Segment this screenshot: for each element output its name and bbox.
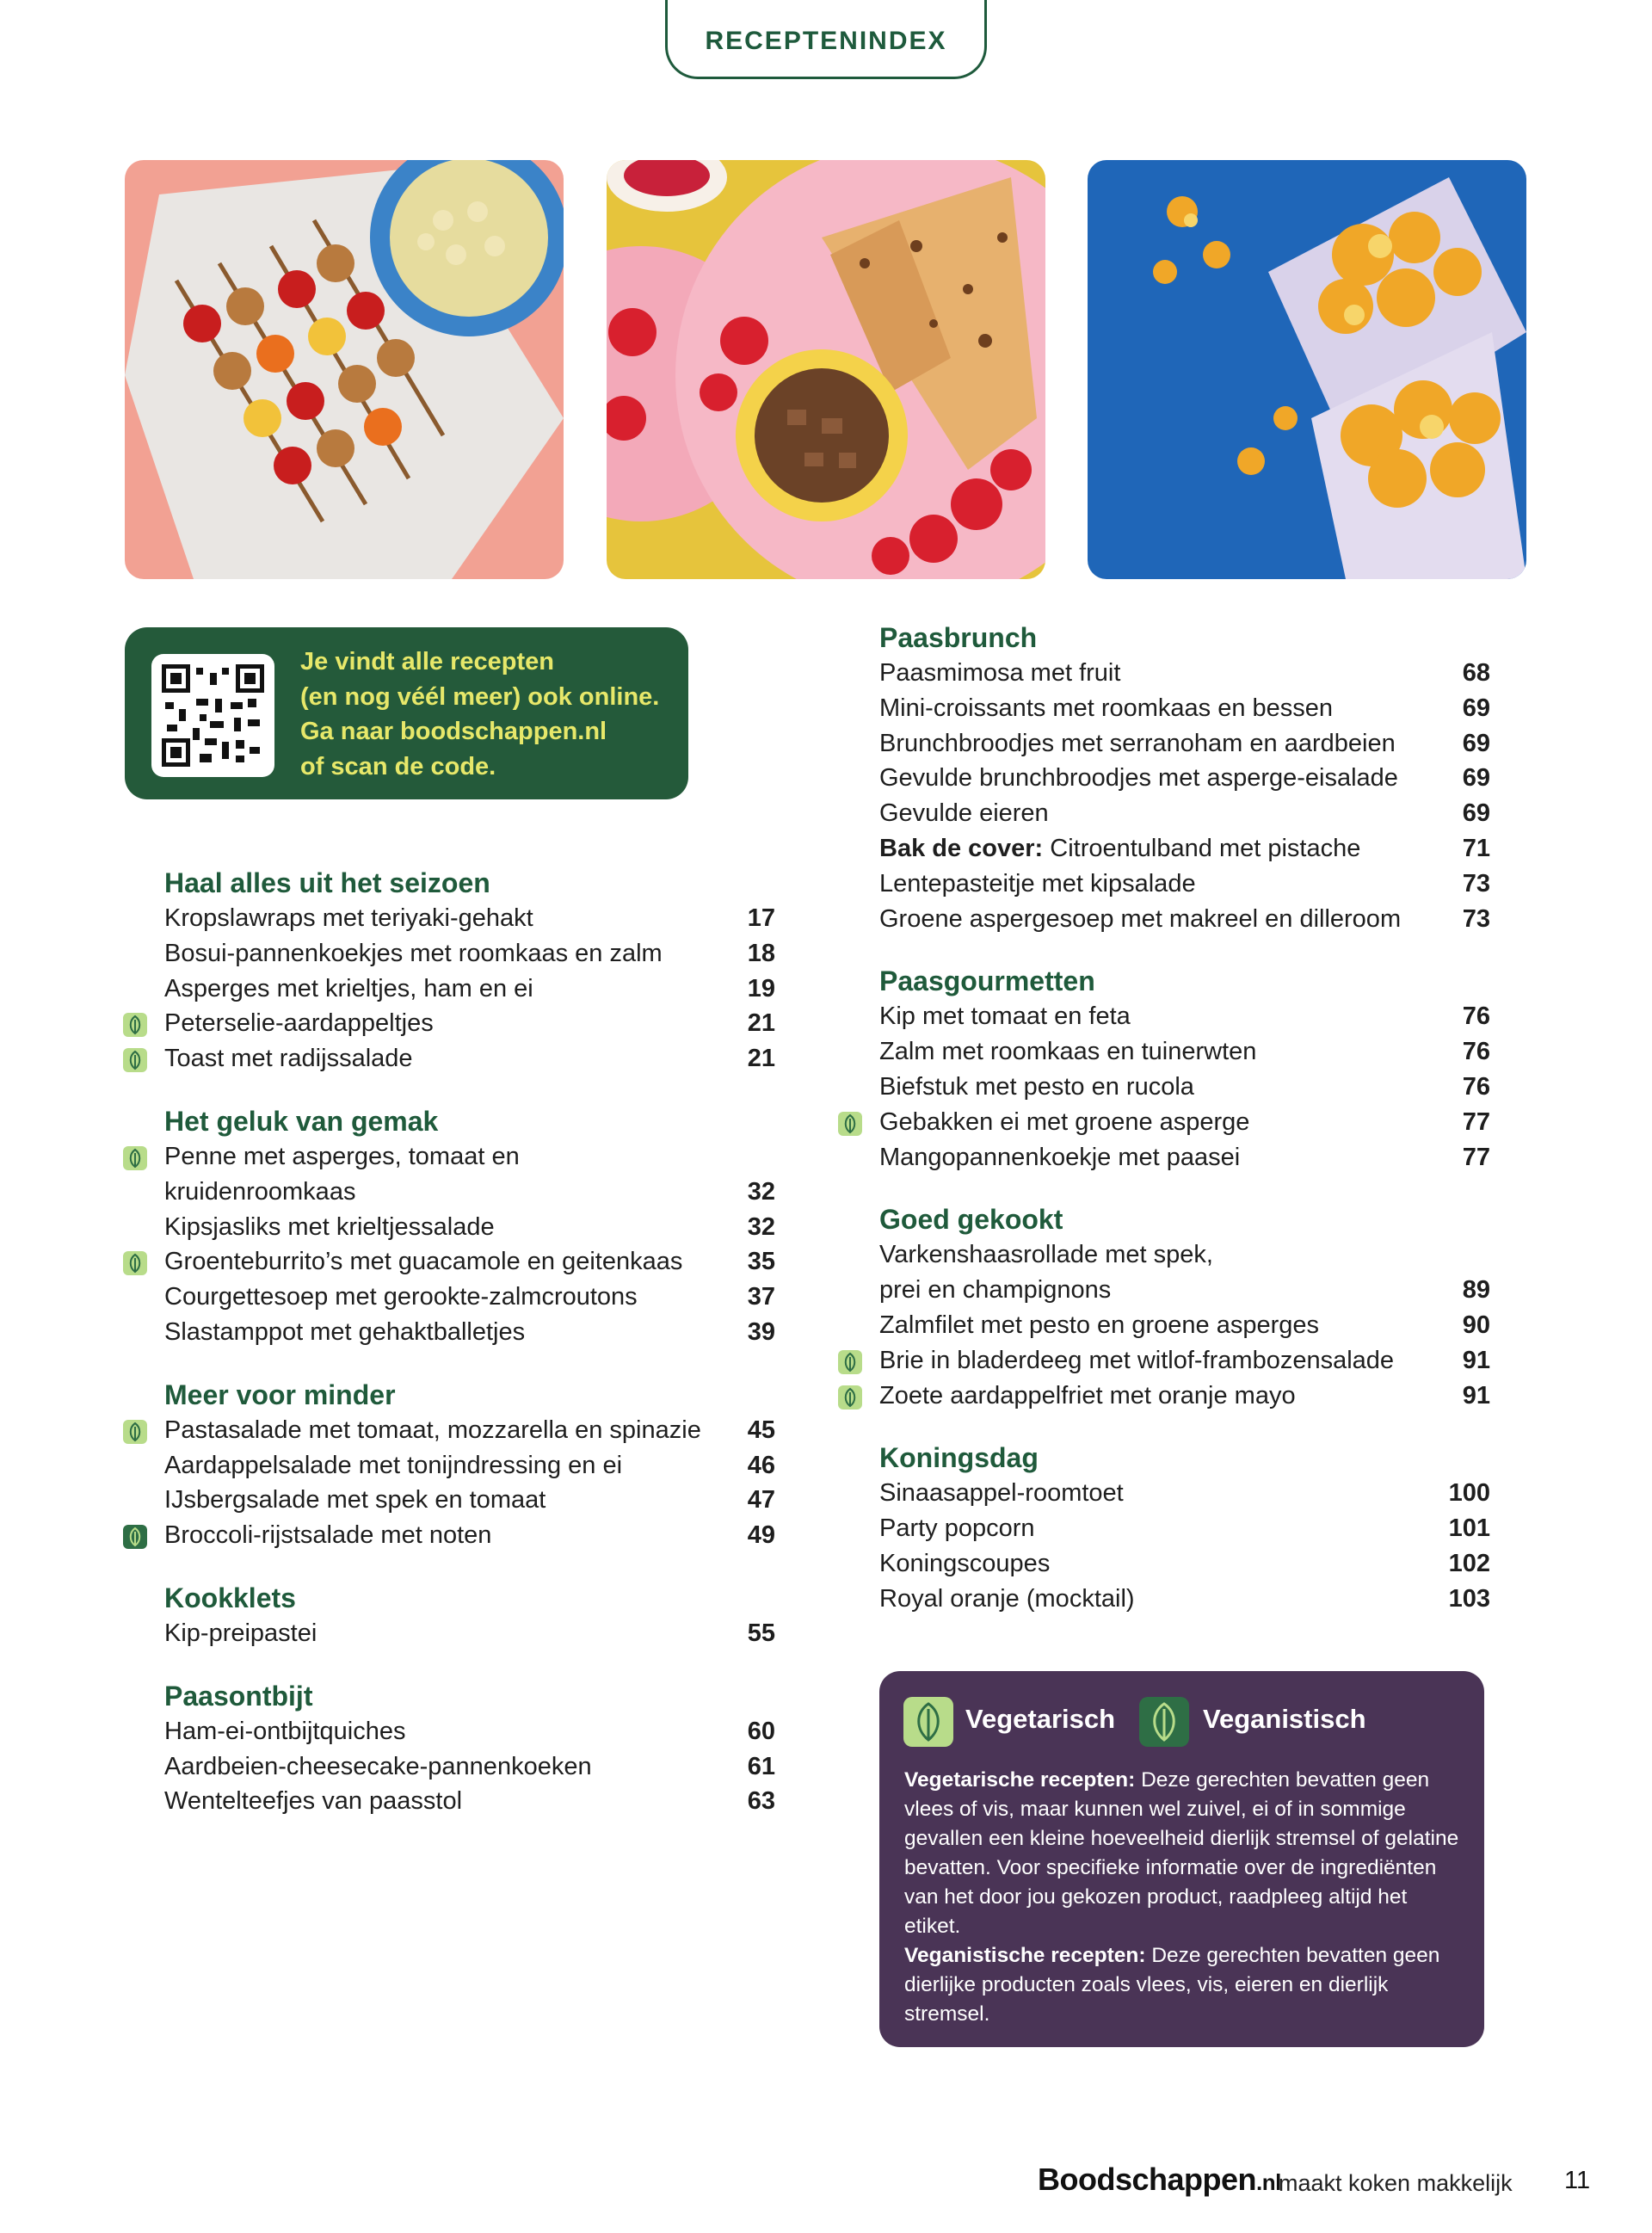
recipe-row[interactable] <box>879 902 1490 937</box>
recipe-row[interactable] <box>164 1139 775 1175</box>
recipe-name: Bosui-pannenkoekjes met roomkaas en zalm <box>164 939 663 967</box>
page-ref: 91 <box>1462 1381 1490 1410</box>
vegetarian-leaf-icon <box>838 1385 862 1410</box>
page-ref: 21 <box>747 1009 775 1038</box>
recipe-name: Gevulde brunchbroodjes met asperge-eisalade <box>879 764 1398 793</box>
page-ref: 69 <box>1462 764 1490 793</box>
legend-description <box>904 1766 1464 2029</box>
recipe-title <box>879 1379 1447 1414</box>
online-promo-box <box>125 627 688 799</box>
recipe-row[interactable] <box>879 691 1490 726</box>
recipe-title <box>164 1280 732 1315</box>
recipe-name: Lentepasteitje met kipsalade <box>879 869 1196 898</box>
page-ref: 76 <box>1462 1072 1490 1101</box>
recipe-row[interactable] <box>879 1343 1490 1379</box>
page-ref: 47 <box>747 1486 775 1514</box>
recipe-row[interactable] <box>164 901 775 936</box>
recipe-title <box>879 726 1447 762</box>
recipe-row[interactable] <box>164 1714 775 1749</box>
recipe-title <box>164 1518 732 1553</box>
recipe-title <box>879 1140 1447 1175</box>
vegetarian-leaf-icon <box>123 1420 147 1444</box>
page-ref: 35 <box>747 1248 775 1276</box>
recipe-title <box>879 1546 1447 1582</box>
recipe-title <box>879 1511 1447 1546</box>
recipe-title <box>879 902 1447 937</box>
recipe-name: Groenteburrito’s met guacamole en geitenkaas <box>164 1248 683 1276</box>
page-ref: 73 <box>1462 869 1490 898</box>
recipe-row[interactable] <box>164 1210 775 1245</box>
recipe-row[interactable] <box>164 1041 775 1076</box>
recipe-row[interactable] <box>164 1784 775 1819</box>
recipe-name: Zalm met roomkaas en tuinerwten <box>879 1038 1257 1066</box>
recipe-title <box>164 1714 732 1749</box>
promo-line: (en nog véél meer) ook online. <box>300 682 660 711</box>
recipe-row[interactable] <box>164 1616 775 1651</box>
page-ref: 101 <box>1448 1514 1490 1543</box>
recipe-row[interactable] <box>879 999 1490 1034</box>
recipe-row[interactable] <box>164 1749 775 1785</box>
section-title: Paasontbijt <box>164 1680 313 1712</box>
vegan-text: Deze gerechten bevatten geen dierlijke producten zoals vlees, vis, eieren en dierlijk stremsel. <box>904 1944 1440 2026</box>
vegetarian-leaf-icon <box>123 1013 147 1037</box>
vegan-heading: Veganistische recepten: <box>904 1944 1146 1967</box>
section-title: Het geluk van gemak <box>164 1105 439 1137</box>
page-ref: 100 <box>1448 1479 1490 1508</box>
recipe-row[interactable] <box>879 761 1490 796</box>
page-ref: 32 <box>747 1177 775 1206</box>
recipe-title <box>164 1448 732 1484</box>
recipe-row[interactable] <box>879 1379 1490 1414</box>
recipe-name: Penne met asperges, tomaat en <box>164 1142 520 1170</box>
page-ref: 69 <box>1462 694 1490 722</box>
popcorn-photo <box>1088 160 1526 579</box>
recipe-row[interactable] <box>164 1244 775 1280</box>
recipe-title <box>164 1749 732 1785</box>
recipe-name: Broccoli-rijstsalade met noten <box>164 1521 492 1550</box>
recipe-row[interactable] <box>879 867 1490 902</box>
section-title: Kookklets <box>164 1582 296 1613</box>
page-ref: 77 <box>1462 1107 1490 1136</box>
recipe-name: Kip met tomaat en feta <box>879 1002 1131 1031</box>
recipe-name: Mangopannenkoekje met paasei <box>879 1143 1241 1171</box>
recipe-name: Pastasalade met tomaat, mozzarella en spinazie <box>164 1416 701 1444</box>
page-number: 11 <box>1564 2167 1591 2194</box>
recipe-title <box>879 1343 1447 1379</box>
recipe-title <box>164 1139 732 1175</box>
page-ref: 17 <box>747 904 775 932</box>
section-title: Paasbrunch <box>879 622 1038 653</box>
brand-tagline: maakt koken makkelijk <box>1279 2170 1513 2196</box>
page-ref: 45 <box>747 1416 775 1444</box>
recipe-row[interactable] <box>879 831 1490 867</box>
vegetarian-leaf-icon <box>123 1251 147 1275</box>
recipe-name: Party popcorn <box>879 1514 1035 1543</box>
vegetarian-heading: Vegetarische recepten: <box>904 1768 1136 1792</box>
recipe-name: Groene aspergesoep met makreel en dilleroom <box>879 904 1402 933</box>
vegetarian-leaf-icon <box>123 1146 147 1170</box>
recipe-name: Zalmfilet met pesto en groene asperges <box>879 1311 1319 1339</box>
recipe-title <box>879 656 1447 691</box>
vegetarian-label: Vegetarisch <box>965 1704 1116 1734</box>
index-section <box>164 1580 775 1651</box>
recipe-title <box>879 1070 1447 1105</box>
page-ref: 71 <box>1462 834 1490 862</box>
diet-legend-box <box>879 1671 1484 2047</box>
pancakes-photo <box>607 160 1045 579</box>
recipe-index-tab <box>665 0 987 79</box>
promo-text <box>300 645 679 784</box>
page-ref: 18 <box>747 939 775 967</box>
recipe-name: Sinaasappel-roomtoet <box>879 1479 1124 1508</box>
promo-line: of scan de code. <box>300 752 496 780</box>
skewers-photo <box>125 160 564 579</box>
promo-line: Je vindt alle recepten <box>300 648 554 675</box>
recipe-row[interactable] <box>164 936 775 972</box>
recipe-title <box>164 1483 732 1518</box>
section-title: Haal alles uit het seizoen <box>164 867 490 898</box>
recipe-name: Courgettesoep met gerookte-zalmcroutons <box>164 1283 638 1311</box>
recipe-title <box>164 1041 732 1076</box>
page-ref: 32 <box>747 1212 775 1241</box>
recipe-row[interactable] <box>879 726 1490 762</box>
recipe-name: Kipsjasliks met krieltjessalade <box>164 1212 495 1241</box>
recipe-title <box>879 1034 1447 1070</box>
recipe-title <box>879 1476 1447 1511</box>
recipe-row[interactable] <box>164 1175 775 1210</box>
recipe-name: Ham-ei-ontbijtquiches <box>164 1717 406 1745</box>
vegan-leaf-icon <box>123 1525 147 1549</box>
page-ref: 103 <box>1448 1584 1490 1613</box>
page-ref: 60 <box>747 1717 775 1745</box>
recipe-title <box>879 831 1447 867</box>
page-footer <box>0 2162 1652 2196</box>
vegetarian-leaf-icon <box>903 1697 953 1747</box>
index-section <box>164 1678 775 1819</box>
recipe-row[interactable] <box>879 1070 1490 1105</box>
recipe-title <box>879 1582 1447 1617</box>
recipe-title <box>879 761 1447 796</box>
page-ref: 21 <box>747 1045 775 1073</box>
page-ref: 63 <box>747 1787 775 1816</box>
section-title: Paasgourmetten <box>879 965 1095 997</box>
recipe-row[interactable] <box>879 656 1490 691</box>
recipe-title <box>164 1413 732 1448</box>
recipe-name: Brie in bladerdeeg met witlof-frambozensalade <box>879 1346 1395 1374</box>
recipe-row[interactable] <box>164 1483 775 1518</box>
vegetarian-text: Deze gerechten bevatten geen vlees of vis, maar kunnen wel zuivel, ei of in sommige gevallen een kleine hoeveelheid dierlijk stremsel of gelatine bevatten. Voor specifieke informatie over de ingrediënten van het door jou gekozen product, raadpleeg altijd het etiket. <box>904 1768 1459 1938</box>
page-ref: 102 <box>1448 1549 1490 1577</box>
recipe-name: Slastamppot met gehaktballetjes <box>164 1317 526 1346</box>
brand-logo <box>1038 2162 1281 2198</box>
recipe-row[interactable] <box>879 1273 1490 1308</box>
page-ref: 55 <box>747 1619 775 1647</box>
recipe-title <box>164 936 732 972</box>
recipe-row[interactable] <box>164 1413 775 1448</box>
recipe-name: Biefstuk met pesto en rucola <box>879 1072 1194 1101</box>
page-ref: 89 <box>1462 1276 1490 1305</box>
recipe-row[interactable] <box>164 1518 775 1553</box>
recipe-title <box>164 1315 732 1350</box>
recipe-row[interactable] <box>879 1476 1490 1511</box>
recipe-title <box>164 972 732 1007</box>
recipe-title <box>164 1244 732 1280</box>
recipe-name: Aardappelsalade met tonijndressing en ei <box>164 1451 623 1479</box>
page-ref: 76 <box>1462 1038 1490 1066</box>
index-section <box>164 1103 775 1350</box>
recipe-name: IJsbergsalade met spek en tomaat <box>164 1486 546 1514</box>
recipe-name: Koningscoupes <box>879 1549 1051 1577</box>
recipe-name: Wentelteefjes van paasstol <box>164 1787 463 1816</box>
recipe-name: Brunchbroodjes met serranoham en aardbeien <box>879 729 1396 757</box>
recipe-title <box>879 999 1447 1034</box>
recipe-name: Kropslawraps met teriyaki-gehakt <box>164 904 533 932</box>
section-title: Meer voor minder <box>164 1379 396 1410</box>
recipe-row[interactable] <box>164 1448 775 1484</box>
recipe-row[interactable] <box>164 1315 775 1350</box>
recipe-name: kruidenroomkaas <box>164 1177 356 1206</box>
recipe-name: Zoete aardappelfriet met oranje mayo <box>879 1381 1296 1410</box>
recipe-row[interactable] <box>164 1006 775 1041</box>
recipe-name: Royal oranje (mocktail) <box>879 1584 1135 1613</box>
index-section <box>879 620 1490 936</box>
recipe-row[interactable] <box>879 1140 1490 1175</box>
recipe-title <box>879 1273 1447 1308</box>
recipe-title <box>164 1210 732 1245</box>
vegetarian-leaf-icon <box>838 1112 862 1136</box>
recipe-row[interactable] <box>879 1034 1490 1070</box>
brand-name: Boodschappen <box>1038 2162 1257 2197</box>
recipe-row[interactable] <box>164 1280 775 1315</box>
vegetarian-leaf-icon <box>838 1350 862 1374</box>
recipe-name: Citroentulband met pistache <box>1050 834 1361 862</box>
index-section <box>879 1201 1490 1413</box>
recipe-name: Varkenshaasrollade met spek, <box>879 1241 1213 1269</box>
recipe-row[interactable] <box>879 1308 1490 1343</box>
page-ref: 37 <box>747 1283 775 1311</box>
brand-suffix: .nl <box>1256 2169 1281 2195</box>
recipe-name: Gebakken ei met groene asperge <box>879 1107 1250 1136</box>
vegan-leaf-icon <box>1139 1697 1189 1747</box>
page-ref: 76 <box>1462 1002 1490 1031</box>
section-title: Koningsdag <box>879 1442 1039 1474</box>
recipe-name: Paasmimosa met fruit <box>879 659 1121 687</box>
index-section <box>879 1440 1490 1616</box>
qr-code[interactable] <box>151 654 274 777</box>
recipe-title <box>879 1105 1447 1140</box>
recipe-name: Toast met radijssalade <box>164 1045 413 1073</box>
recipe-name: Kip-preipastei <box>164 1619 317 1647</box>
promo-line: Ga naar boodschappen.nl <box>300 718 607 745</box>
recipe-title <box>164 901 732 936</box>
recipe-title <box>879 1237 1447 1273</box>
page-ref: 46 <box>747 1451 775 1479</box>
recipe-row[interactable] <box>879 1582 1490 1617</box>
recipe-name: Gevulde eieren <box>879 799 1049 828</box>
recipe-row[interactable] <box>164 972 775 1007</box>
page-ref: 73 <box>1462 904 1490 933</box>
page-ref: 90 <box>1462 1311 1490 1339</box>
recipe-row[interactable] <box>879 1546 1490 1582</box>
page-ref: 68 <box>1462 659 1490 687</box>
section-title: Goed gekookt <box>879 1204 1063 1236</box>
recipe-title <box>164 1175 732 1210</box>
recipe-name: Aardbeien-cheesecake-pannenkoeken <box>164 1752 592 1780</box>
recipe-name: Peterselie-aardappeltjes <box>164 1009 434 1038</box>
page-ref: 91 <box>1462 1346 1490 1374</box>
page-ref: 19 <box>747 974 775 1002</box>
recipe-row[interactable] <box>879 1105 1490 1140</box>
recipe-index-left-column <box>164 865 775 1846</box>
recipe-row[interactable] <box>879 1511 1490 1546</box>
index-section <box>879 963 1490 1175</box>
page-ref: 39 <box>747 1317 775 1346</box>
recipe-title <box>879 867 1447 902</box>
recipe-prefix: Bak de cover: <box>879 834 1044 862</box>
recipe-title <box>164 1784 732 1819</box>
recipe-title <box>164 1006 732 1041</box>
recipe-row[interactable] <box>879 1237 1490 1273</box>
recipe-title <box>164 1616 732 1651</box>
index-section <box>164 1377 775 1553</box>
recipe-name: prei en champignons <box>879 1276 1112 1305</box>
recipe-title <box>879 691 1447 726</box>
page-ref: 61 <box>747 1752 775 1780</box>
recipe-row[interactable] <box>879 796 1490 831</box>
vegetarian-leaf-icon <box>123 1048 147 1072</box>
tab-label: RECEPTENINDEX <box>705 26 947 55</box>
recipe-index-right-column <box>879 620 1490 1644</box>
page-ref: 49 <box>747 1521 775 1550</box>
page-ref: 69 <box>1462 799 1490 828</box>
recipe-title <box>879 796 1447 831</box>
recipe-name: Mini-croissants met roomkaas en bessen <box>879 694 1334 722</box>
index-section <box>164 865 775 1076</box>
page-ref: 69 <box>1462 729 1490 757</box>
vegan-label: Veganistisch <box>1203 1704 1366 1734</box>
recipe-name: Asperges met krieltjes, ham en ei <box>164 974 533 1002</box>
page-ref: 77 <box>1462 1143 1490 1171</box>
recipe-title <box>879 1308 1447 1343</box>
